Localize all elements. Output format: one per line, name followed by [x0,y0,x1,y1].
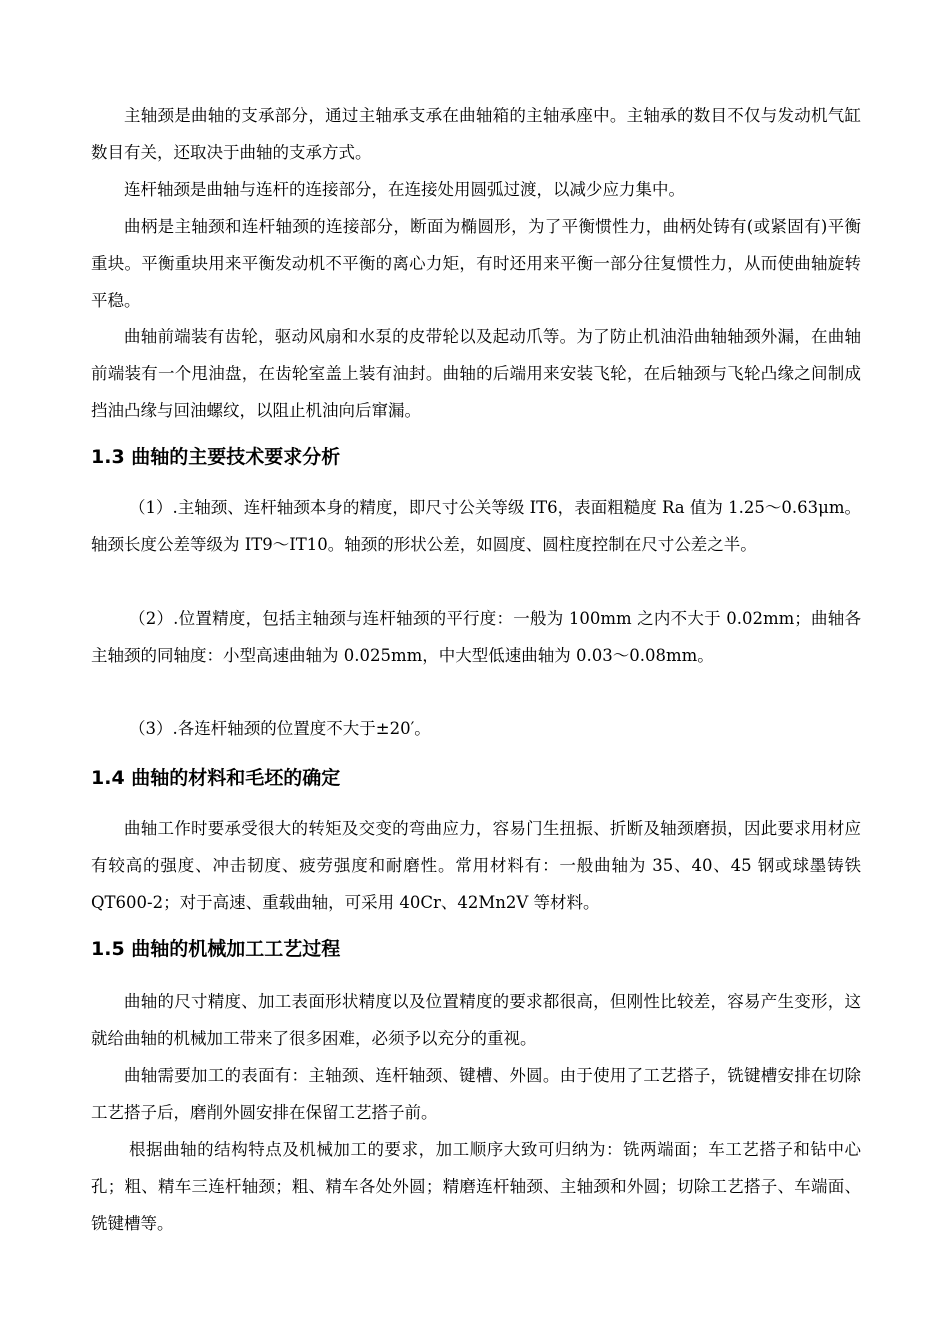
paragraph-crank-ends: 曲轴前端装有齿轮，驱动风扇和水泵的皮带轮以及起动爪等。为了防止机油沿曲轴轴颈外漏，在曲轴前端装有一个甩油盘，在齿轮室盖上装有油封。曲轴的后端用来安装飞轮，在后轴颈与飞轮凸缘之间制成挡油凸缘与回油螺纹，以阻止机油向后窜漏。 [91,327,861,420]
heading-section-1-4: 1.4 曲轴的材料和毛坯的确定 [91,767,341,789]
paragraph-crank-arm: 曲柄是主轴颈和连杆轴颈的连接部分，断面为椭圆形，为了平衡惯性力，曲柄处铸有(或紧固有)平衡重块。平衡重块用来平衡发动机不平衡的离心力矩，有时还用来平衡一部分往复惯性力，从而使曲轴旋转平稳。 [91,217,861,310]
paragraph-crankpin: 连杆轴颈是曲轴与连杆的连接部分，在连接处用圆弧过渡，以减少应力集中。 [124,180,685,199]
paragraph-process-precision: 曲轴的尺寸精度、加工表面形状精度以及位置精度的要求都很高，但刚性比较差，容易产生变形，这就给曲轴的机械加工带来了很多困难，必须予以充分的重视。 [91,992,861,1048]
paragraph-process-sequence: 根据曲轴的结构特点及机械加工的要求，加工顺序大致可归纳为：铣两端面；车工艺搭子和钻中心孔；粗、精车三连杆轴颈；粗、精车各处外圆；精磨连杆轴颈、主轴颈和外圆；切除工艺搭子、车端面、铣键槽等。 [91,1140,861,1233]
paragraph-material: 曲轴工作时要承受很大的转矩及交变的弯曲应力，容易门生扭振、折断及轴颈磨损，因此要求用材应有较高的强度、冲击韧度、疲劳强度和耐磨性。常用材料有：一般曲轴为 35、40、45 钢或球墨铸铁 QT600-2；对于高速、重载曲轴，可采用 40Cr、42Mn2V 等材料。 [91,819,861,912]
requirement-item-2: （2）.位置精度，包括主轴颈与连杆轴颈的平行度：一般为 100mm 之内不大于 0.02mm；曲轴各主轴颈的同轴度：小型高速曲轴为 0.025mm，中大型低速曲轴为 0.03～0.08mm。 [91,609,861,665]
paragraph-main-journal: 主轴颈是曲轴的支承部分，通过主轴承支承在曲轴箱的主轴承座中。主轴承的数目不仅与发动机气缸数目有关，还取决于曲轴的支承方式。 [91,106,861,162]
requirement-item-1: （1）.主轴颈、连杆轴颈本身的精度，即尺寸公关等级 IT6，表面粗糙度 Ra 值为 1.25～0.63μm。轴颈长度公差等级为 IT9～IT10。轴颈的形状公差，如圆度、圆柱度控制在尺寸公差之半。 [91,498,861,554]
requirement-item-3: （3）.各连杆轴颈的位置度不大于±20′。 [129,719,431,738]
heading-section-1-5: 1.5 曲轴的机械加工工艺过程 [91,938,341,960]
paragraph-process-surfaces: 曲轴需要加工的表面有：主轴颈、连杆轴颈、键槽、外圆。由于使用了工艺搭子，铣键槽安排在切除工艺搭子后，磨削外圆安排在保留工艺搭子前。 [91,1066,861,1122]
heading-section-1-3: 1.3 曲轴的主要技术要求分析 [91,446,341,468]
